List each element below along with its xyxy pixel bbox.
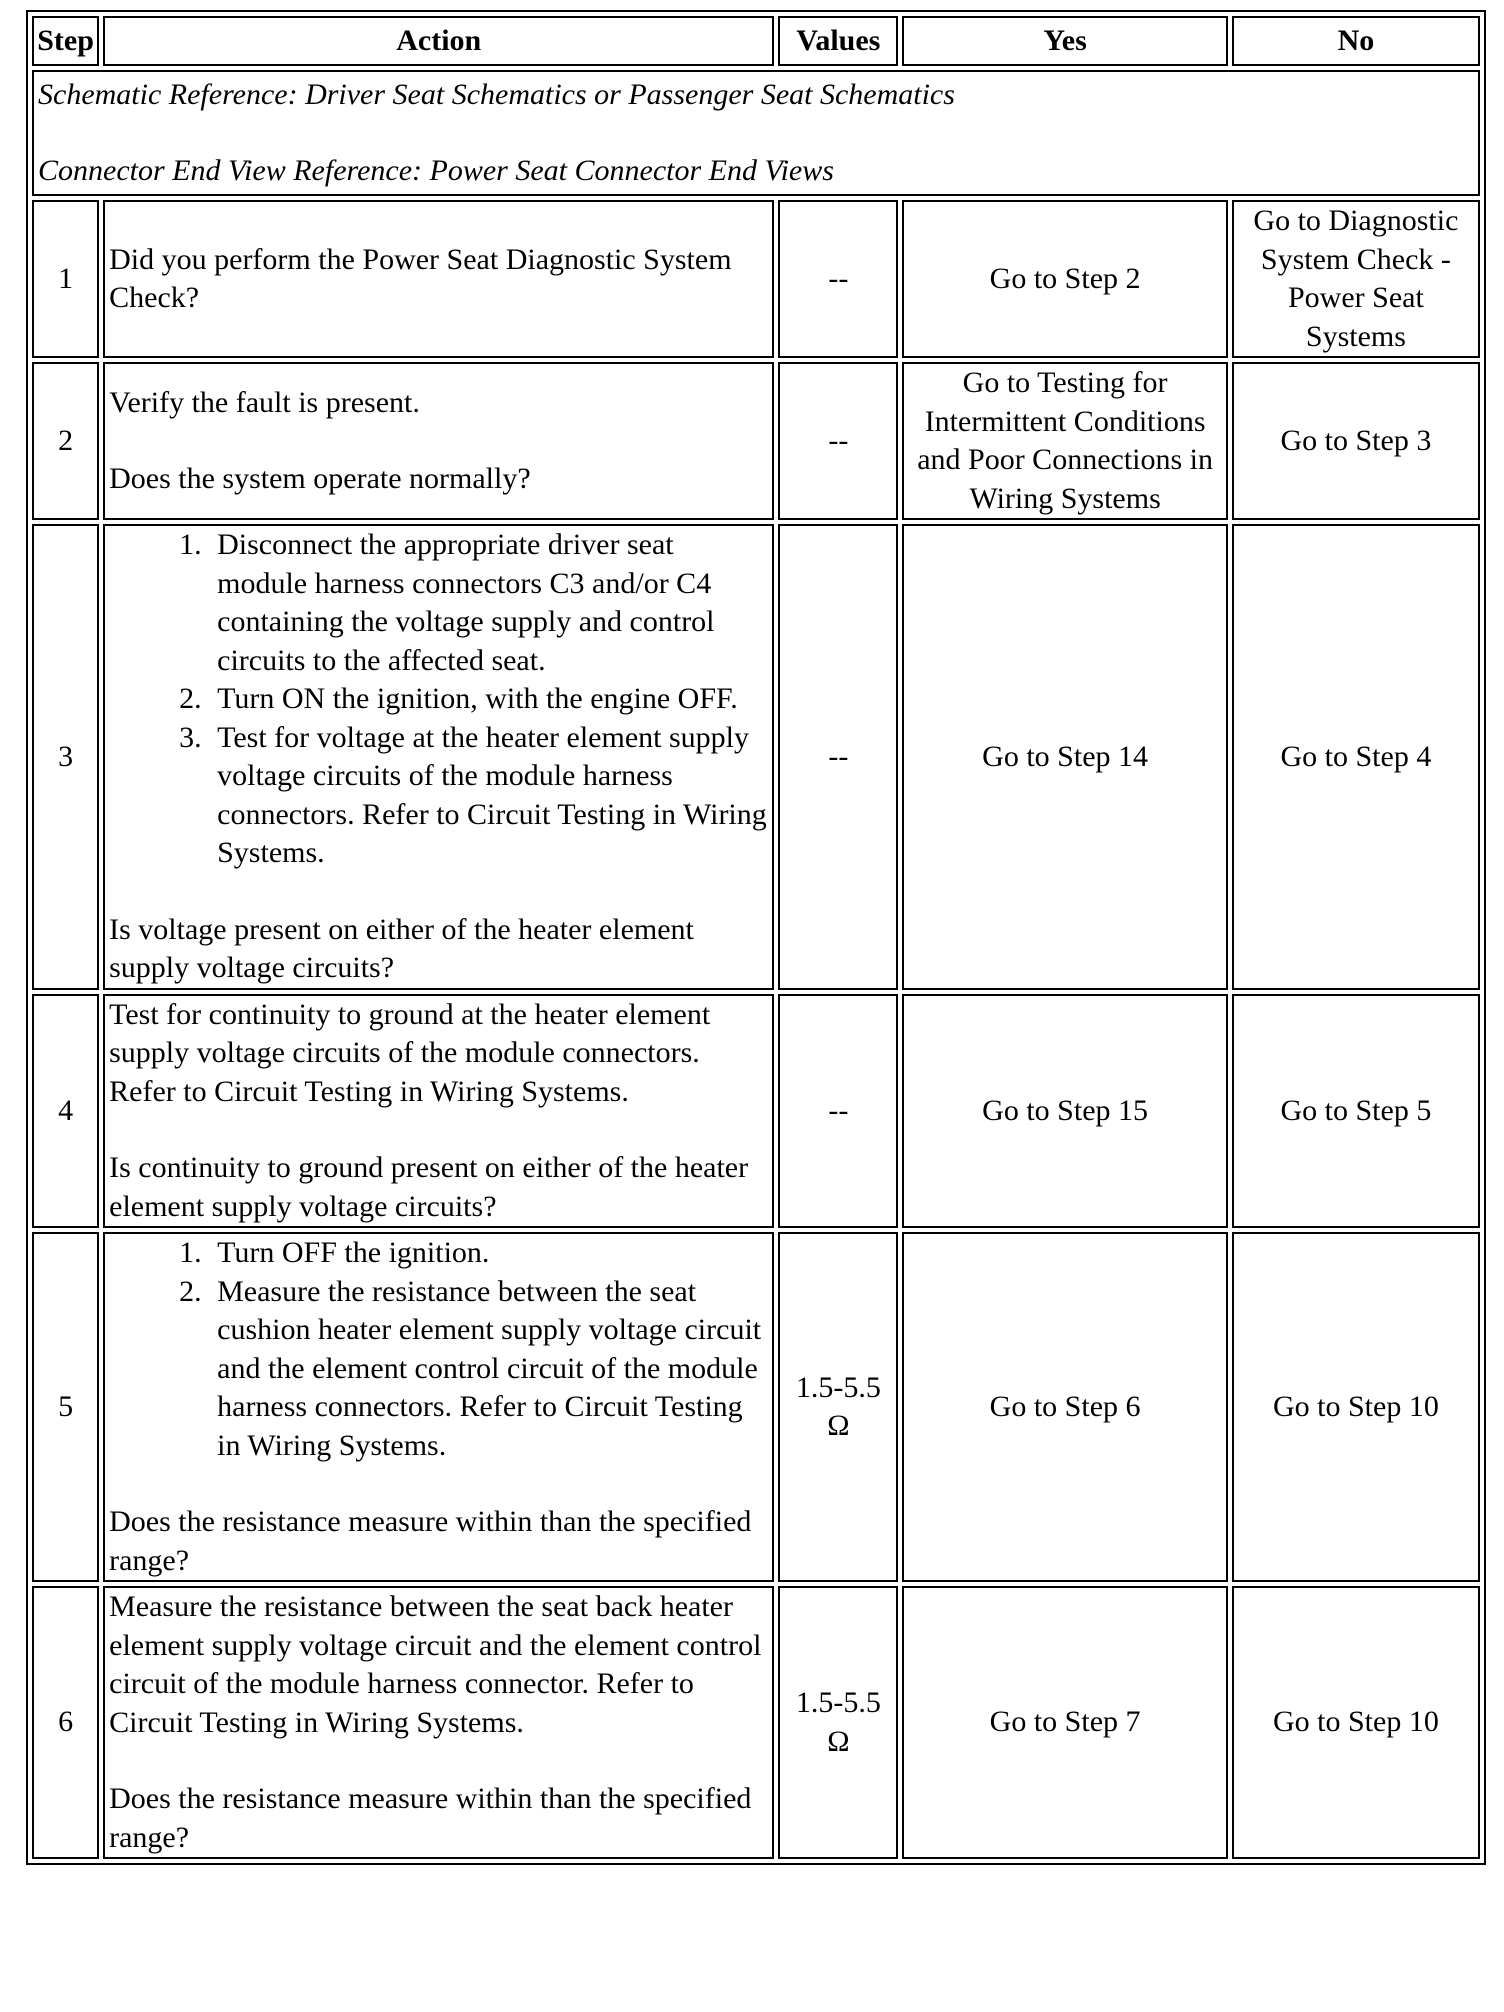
action-step-item: 2. Measure the resistance between the seat cushion heater element supply voltage circuit and the element control circuit of the module harness connectors. Refer to Circuit Testing in Wiring Systems. [209, 1273, 768, 1466]
step-no-outcome: Go to Step 4 [1232, 524, 1480, 990]
action-question: Does the resistance measure within than the specified range? [109, 1782, 752, 1854]
step-action [103, 1232, 774, 1582]
step-value: -- [778, 524, 898, 990]
step-no-outcome: Go to Step 3 [1232, 362, 1480, 520]
step-number: 6 [32, 1586, 99, 1859]
reference-cell [32, 70, 1480, 196]
step-yes-outcome: Go to Step 14 [902, 524, 1227, 990]
step-yes-outcome: Go to Step 7 [902, 1586, 1227, 1859]
action-question: Is continuity to ground present on either of the heater element supply voltage circuits? [109, 1151, 749, 1223]
action-question: Does the resistance measure within than the specified range? [109, 1505, 752, 1577]
connector-reference: Connector End View Reference: Power Seat Connector End Views [38, 154, 834, 187]
step-yes-outcome: Go to Step 15 [902, 994, 1227, 1229]
action-question: Does the system operate normally? [109, 462, 531, 495]
step-no-outcome: Go to Step 5 [1232, 994, 1480, 1229]
table-row [32, 994, 1480, 1229]
step-number: 5 [32, 1232, 99, 1582]
header-step: Step [32, 16, 99, 66]
table-row [32, 1586, 1480, 1859]
action-steps-list [109, 526, 768, 873]
step-no-outcome: Go to Diagnostic System Check - Power Seat Systems [1232, 200, 1480, 358]
step-number: 2 [32, 362, 99, 520]
action-instruction: Did you perform the Power Seat Diagnostic System Check? [109, 242, 732, 314]
step-no-outcome: Go to Step 10 [1232, 1586, 1480, 1859]
step-action [103, 994, 774, 1229]
reference-row [32, 70, 1480, 196]
header-yes: Yes [902, 16, 1227, 66]
table-body [32, 70, 1480, 1859]
step-value: 1.5-5.5 Ω [778, 1232, 898, 1582]
step-number: 1 [32, 200, 99, 358]
step-yes-outcome: Go to Testing for Intermittent Conditions and Poor Connections in Wiring Systems [902, 362, 1227, 520]
action-instruction: Test for continuity to ground at the heater element supply voltage circuits of the module connectors. Refer to Circuit Testing in Wiring Systems. [109, 997, 711, 1108]
table-row [32, 362, 1480, 520]
table-row [32, 1232, 1480, 1582]
step-action [103, 362, 774, 520]
step-number: 4 [32, 994, 99, 1229]
schematic-reference: Schematic Reference: Driver Seat Schematics or Passenger Seat Schematics [38, 77, 955, 111]
header-no: No [1232, 16, 1480, 66]
step-number: 3 [32, 524, 99, 990]
diagnostic-table [26, 10, 1486, 1865]
step-value: -- [778, 994, 898, 1229]
action-step-item: 2. Turn ON the ignition, with the engine OFF. [209, 680, 768, 719]
action-instruction: Verify the fault is present. [109, 385, 420, 419]
header-row [32, 16, 1480, 66]
step-yes-outcome: Go to Step 2 [902, 200, 1227, 358]
diagnostic-page [26, 10, 1486, 1865]
action-step-item: 1. Disconnect the appropriate driver seat module harness connectors C3 and/or C4 containing the voltage supply and control circuits to the affected seat. [209, 526, 768, 680]
action-step-item: 3. Test for voltage at the heater element supply voltage circuits of the module harness connectors. Refer to Circuit Testing in Wiring Systems. [209, 719, 768, 873]
step-no-outcome: Go to Step 10 [1232, 1232, 1480, 1582]
action-step-item: 1. Turn OFF the ignition. [209, 1234, 768, 1273]
header-values: Values [778, 16, 898, 66]
step-value: 1.5-5.5 Ω [778, 1586, 898, 1859]
step-value: -- [778, 200, 898, 358]
step-value: -- [778, 362, 898, 520]
header-action: Action [103, 16, 774, 66]
step-action [103, 200, 774, 358]
table-row [32, 524, 1480, 990]
step-action [103, 1586, 774, 1859]
action-steps-list [109, 1234, 768, 1465]
action-instruction: Measure the resistance between the seat back heater element supply voltage circuit and the element control circuit of the module harness connector. Refer to Circuit Testing in Wiring Systems. [109, 1590, 762, 1739]
table-row [32, 200, 1480, 358]
action-question: Is voltage present on either of the heater element supply voltage circuits? [109, 912, 694, 984]
step-yes-outcome: Go to Step 6 [902, 1232, 1227, 1582]
step-action [103, 524, 774, 990]
